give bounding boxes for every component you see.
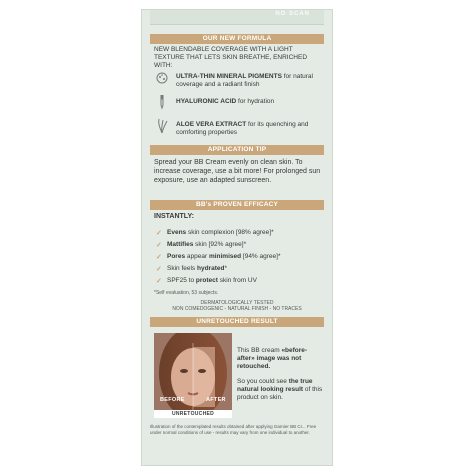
text2-c: of this product on skin.	[237, 386, 323, 401]
text1-b: «before-after» image was not retouched.	[237, 347, 308, 370]
efficacy-item-evens	[167, 229, 274, 237]
item-pre: Skin feels	[167, 265, 197, 272]
item-bold2: minimised	[208, 253, 242, 260]
item-post: appear	[185, 253, 209, 260]
item-bold: protect	[195, 277, 218, 284]
tab-text: NO SCAN	[275, 11, 310, 17]
efficacy-item-mattifies	[167, 241, 246, 249]
feature-mineral-bold: ULTRA-THIN MINERAL PIGMENTS	[176, 73, 282, 80]
box-top-tab	[150, 10, 324, 25]
formula-intro: NEW BLENDABLE COVERAGE WITH A LIGHT TEXTURE THAT LETS SKIN BREATHE, ENRICHED WITH:	[154, 46, 308, 69]
feature-aloe	[176, 121, 322, 137]
before-after-photo	[154, 333, 232, 418]
disclaimer: Illustration of the contemplated results obtained after applying Garnier BB Cr... Free under normal conditions of use - results may vary from one individual to another.	[150, 424, 317, 435]
feature-hyaluronic-rest: for hydration	[236, 98, 275, 105]
efficacy-item-spf	[167, 277, 257, 285]
section-heading-tip: APPLICATION TIP	[150, 145, 324, 155]
item-post: skin from UV	[217, 277, 257, 284]
section-heading-efficacy: BB's PROVEN EFFICACY	[150, 200, 324, 210]
face-illustration	[154, 333, 232, 418]
text1-a: This BB cream	[237, 347, 282, 354]
tip-text: Spread your BB Cream evenly on clean skin. To increase coverage, use a bit more! For prolonged sun exposure, use an adapted sunscreen.	[154, 159, 321, 184]
text2-b: the true natural looking result	[237, 378, 313, 393]
item-bold: hydrated	[197, 265, 225, 272]
feature-mineral-pigments	[176, 73, 322, 89]
dropper-icon	[154, 94, 170, 110]
item-post: skin [92% agree]*	[193, 241, 247, 248]
feature-hyaluronic-bold: HYALURONIC ACID	[176, 98, 237, 105]
efficacy-item-pores	[167, 253, 280, 261]
feature-aloe-bold: ALOE VERA EXTRACT	[176, 121, 247, 128]
instantly-label: INSTANTLY:	[154, 213, 194, 220]
after-label: AFTER	[206, 397, 226, 403]
section-heading-unretouched: UNRETOUCHED RESULT	[150, 317, 324, 327]
item-pre: SPF25 to	[167, 277, 196, 284]
claims-line-2: NON COMEDOGENIC - NATURAL FINISH - NO TRACES	[172, 306, 302, 312]
item-bold: Pores	[167, 253, 186, 260]
aloe-leaf-icon	[154, 118, 170, 134]
before-label: BEFORE	[160, 397, 185, 403]
feature-aloe-rest: for its quenching and comforting properties	[176, 121, 309, 136]
item-bold: Mattifies	[167, 241, 194, 248]
section-heading-formula: OUR NEW FORMULA	[150, 34, 324, 44]
feature-mineral-rest: for natural coverage and a radiant finish	[176, 73, 313, 88]
check-icon: ✓	[156, 254, 162, 261]
check-icon: ✓	[156, 266, 162, 273]
unretouched-label: UNRETOUCHED	[154, 410, 232, 418]
item-post: skin complexion [98% agree]*	[186, 229, 274, 236]
check-icon: ✓	[156, 230, 162, 237]
unretouched-text-1	[237, 339, 323, 371]
claims-line-1: DERMATOLOGICALLY TESTED	[200, 300, 274, 306]
check-icon: ✓	[156, 242, 162, 249]
check-icon: ✓	[156, 278, 162, 285]
efficacy-footnote: *Self evaluation, 53 subjects.	[154, 290, 219, 296]
efficacy-item-hydrated	[167, 265, 227, 273]
item-bold: Evens	[167, 229, 187, 236]
item-post: *	[224, 265, 227, 272]
text2-a: So you could see	[237, 378, 289, 385]
feature-hyaluronic	[176, 98, 322, 106]
item-post2: [94% agree]*	[241, 253, 281, 260]
unretouched-text-2	[237, 370, 323, 402]
mineral-pigments-icon	[154, 70, 170, 86]
